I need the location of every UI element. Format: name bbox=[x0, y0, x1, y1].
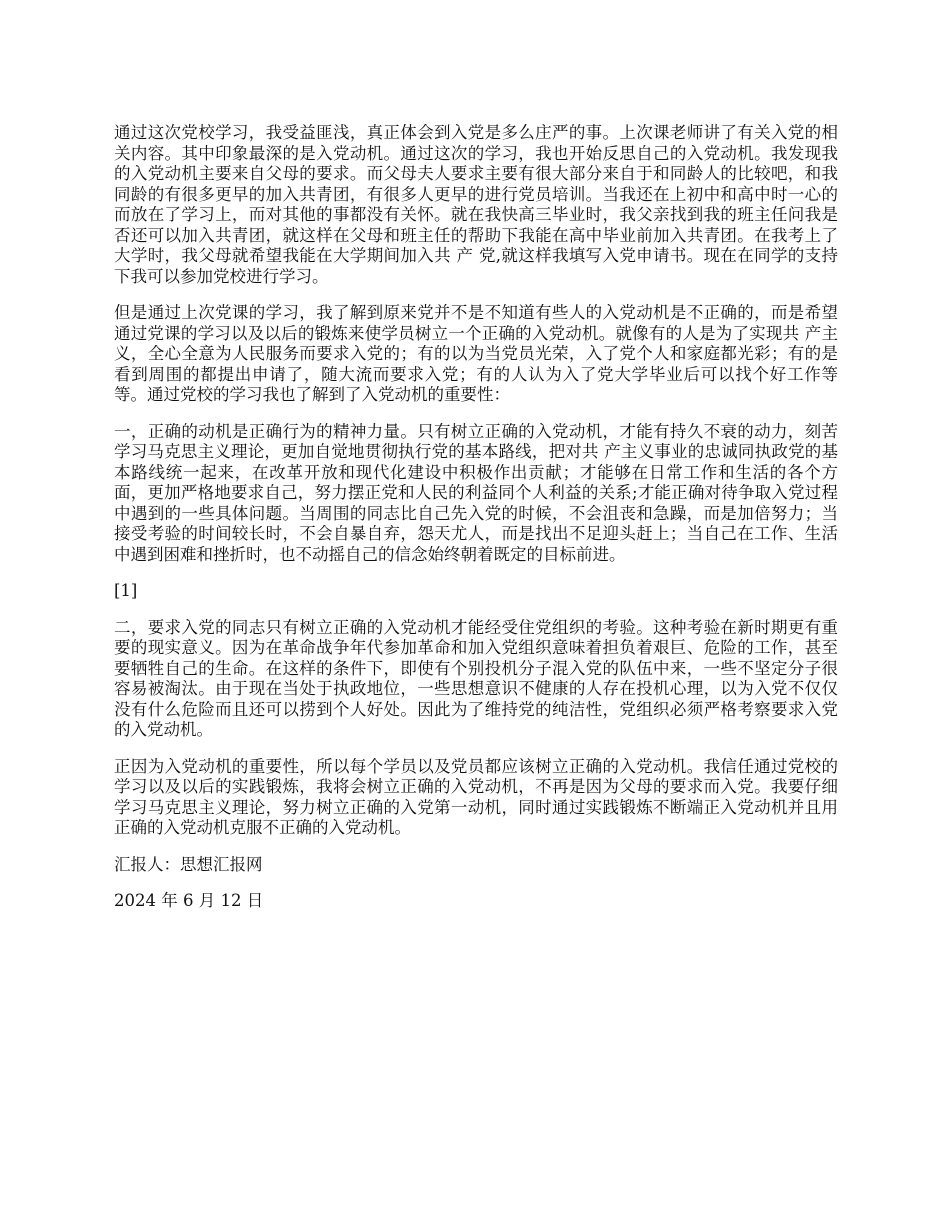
report-date: 2024 年 6 月 12 日 bbox=[114, 891, 264, 910]
paragraph-point-one: 一，正确的动机是正确行为的精神力量。只有树立正确的入党动机，才能有持久不衰的动力，刻苦学习马克思主义理论，更加自觉地贯彻执行党的基本路线，把对共 产主义事业的忠诚同执政党的基本路线统一起来，在改革开放和现代化建设中积极作出贡献；才能够在日常工作和生活的各个方面，更加严格地要求自己，努力摆正党和人民的利益同个人利益的关系;才能正确对待争取入党过程中遇到的一些具体问题。当周围的同志比自己先入党的时候，不会沮丧和急躁，而是加倍努力；当接受考验的时间较长时，不会自暴自弃，怨天尤人，而是找出不足迎头赶上；当自己在工作、生活中遇到困难和挫折时，也不动摇自己的信念始终朝着既定的目标前进。 bbox=[114, 421, 838, 564]
paragraph-point-two: 二，要求入党的同志只有树立正确的入党动机才能经受住党组织的考验。这种考验在新时期更有重要的现实意义。因为在革命战争年代参加革命和加入党组织意味着担负着艰巨、危险的工作，甚至要牺牲自己的生命。在这样的条件下，即使有个别投机分子混入党的队伍中来，一些不坚定分子很容易被淘汰。由于现在当处于执政地位，一些思想意识不健康的人存在投机心理，以为入党不仅仅没有什么危险而且还可以捞到个人好处。因此为了维持党的纯洁性，党组织必须严格考察要求入党的入党动机。 bbox=[114, 617, 838, 739]
footnote-reference: [1] bbox=[114, 581, 138, 600]
document-body bbox=[114, 123, 838, 928]
paragraph-intro: 通过这次党校学习，我受益匪浅，真正体会到入党是多么庄严的事。上次课老师讲了有关入党的相关内容。其中印象最深的是入党动机。通过这次的学习，我也开始反思自己的入党动机。我发现我的入党动机主要来自父母的要求。而父母夫人要求主要有很大部分来自于和同龄人的比较吧，和我同龄的有很多更早的加入共青团，有很多人更早的进行党员培训。当我还在上初中和高中时一心的而放在了学习上，而对其他的事都没有关怀。就在我快高三毕业时，我父亲找到我的班主任问我是否还可以加入共青团，就这样在父母和班主任的帮助下我能在高中毕业前加入共青团。在我考上了大学时，我父母就希望我能在大学期间加入共 产 党,就这样我填写入党申请书。现在在同学的支持下我可以参加党校进行学习。 bbox=[114, 123, 838, 286]
paragraph-conclusion: 正因为入党动机的重要性，所以每个学员以及党员都应该树立正确的入党动机。我信任通过党校的学习以及以后的实践锻炼，我将会树立正确的入党动机，不再是因为父母的要求而入党。我要仔细学习马克思主义理论，努力树立正确的入党第一动机，同时通过实践锻炼不断端正入党动机并且用正确的入党动机克服不正确的入党动机。 bbox=[114, 756, 838, 837]
reporter-signature: 汇报人：思想汇报网 bbox=[114, 854, 263, 874]
paragraph-reflection: 但是通过上次党课的学习，我了解到原来党并不是不知道有些人的入党动机是不正确的，而是希望通过党课的学习以及以后的锻炼来使学员树立一个正确的入党动机。就像有的人是为了实现共 产主义，全心全意为人民服务而要求入党的；有的以为当党员光荣，入了党个人和家庭都光彩；有的是看到周围的都提出申请了，随大流而要求入党；有的人认为入了党大学毕业后可以找个好工作等等。通过党校的学习我也了解到了入党动机的重要性： bbox=[114, 303, 838, 404]
